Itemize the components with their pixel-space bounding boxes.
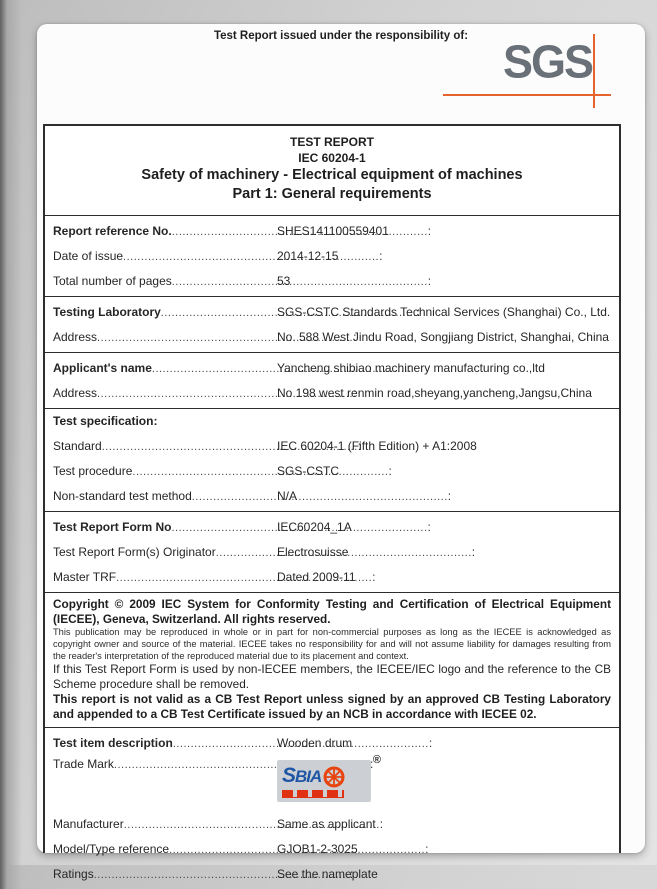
field-label: Date of issue xyxy=(53,248,124,263)
field-label: Total number of pages xyxy=(53,273,172,288)
field-value: SGS-CSTC xyxy=(277,463,340,478)
copyright-non-iecee-note: If this Test Report Form is used by non-IECEE members, the IECEE/IEC logo and the reference to the CB Scheme procedure shall be removed. xyxy=(53,662,611,692)
title-standard-number: IEC 60204-1 xyxy=(298,150,366,165)
row-test-procedure xyxy=(45,458,619,483)
field-value: 2014-12-15 xyxy=(277,248,339,263)
copyright-reproduction-note: This publication may be reproduced in whole or in part for non-commercial purposes as long as the IECEE is acknowledged as copyright owner and source of the material. IECEE takes no responsibility for and will not assume liability for damages resulting from the reader's interpretation of the reproduced material due to its placement and context. xyxy=(53,627,611,661)
field-label: Test Report Form No xyxy=(53,519,172,534)
title-part: Part 1: General requirements xyxy=(232,185,432,202)
row-total-pages xyxy=(45,268,619,293)
field-label: Address xyxy=(53,385,98,400)
field-label: Master TRF xyxy=(53,569,117,584)
trademark-brand-text: SBIA xyxy=(282,764,322,788)
field-value: IEC60204_1A xyxy=(277,519,352,534)
field-value: GJOB1-2-3025 xyxy=(277,841,358,856)
field-label: Report reference No. xyxy=(53,223,172,238)
trademark-logo-top xyxy=(282,766,366,788)
field-value: SGS-CSTC Standards Technical Services (Shanghai) Co., Ltd. xyxy=(277,304,611,319)
section-testing-laboratory xyxy=(45,296,619,352)
row-master-trf xyxy=(45,564,619,589)
row-standard xyxy=(45,433,619,458)
field-value: See the nameplate xyxy=(277,866,378,881)
dotted-leader xyxy=(132,463,388,478)
row-model-type-reference xyxy=(45,836,619,861)
field-value: IEC 60204-1 (Fifth Edition) + A1:2008 xyxy=(277,438,477,453)
field-value: Dated 2009-11 xyxy=(277,569,356,584)
field-label: Address xyxy=(53,329,98,344)
field-label: Applicant's name xyxy=(53,360,152,375)
row-trf-no xyxy=(45,514,619,539)
row-testing-laboratory xyxy=(45,299,619,324)
section-copyright xyxy=(45,592,619,727)
field-label: Model/Type reference xyxy=(53,841,170,856)
field-label: Test item description xyxy=(53,735,173,750)
field-value: Same as applicant xyxy=(277,816,376,831)
field-value: Yancheng shibiao machinery manufacturing co.,ltd xyxy=(277,360,545,375)
field-value: Electrosuisse xyxy=(277,544,349,559)
sgs-logo-vertical-line-icon xyxy=(593,34,596,108)
row-report-reference-no xyxy=(45,218,619,243)
report-header xyxy=(37,24,645,124)
row-test-item-description xyxy=(45,730,619,755)
field-value: No 198 west renmin road,sheyang,yancheng,Jangsu,China xyxy=(277,385,592,400)
field-label: Trade Mark xyxy=(53,757,114,772)
section-reference xyxy=(45,215,619,296)
test-specification-heading: Test specification: xyxy=(53,414,158,428)
report-table xyxy=(43,124,621,881)
row-ratings xyxy=(45,861,619,886)
trademark-logo-box xyxy=(277,760,371,802)
field-value: Wooden drum xyxy=(277,735,353,750)
section-trf xyxy=(45,511,619,592)
sgs-logo-horizontal-line-icon xyxy=(443,94,611,97)
field-value: No. 588 West Jindu Road, Songjiang District, Shanghai, China xyxy=(277,329,609,344)
dotted-leader xyxy=(192,488,448,503)
field-label: Testing Laboratory xyxy=(53,304,161,319)
sgs-logo-text: SGS xyxy=(502,34,592,88)
registered-trademark-icon: ® xyxy=(372,754,381,767)
field-label: Test procedure xyxy=(53,463,133,478)
wheel-icon xyxy=(323,766,345,788)
row-applicant-name xyxy=(45,355,619,380)
row-date-of-issue xyxy=(45,243,619,268)
copyright-statement: Copyright © 2009 IEC System for Conformity Testing and Certification of Electrical Equipment (IECEE), Geneva, Switzerland. All rights reserved. xyxy=(53,597,611,626)
row-applicant-address xyxy=(45,380,619,405)
field-label: Standard xyxy=(53,438,102,453)
copyright-validity-note: This report is not valid as a CB Test Report unless signed by an approved CB Testing Laboratory and appended to a CB Test Certificate issued by an NCB in accordance with IECEE 02. xyxy=(53,692,611,722)
row-trade-mark xyxy=(45,755,619,811)
field-value: SHES141100559401 xyxy=(277,223,389,238)
field-label: Non-standard test method xyxy=(53,488,192,503)
title-block xyxy=(45,126,619,215)
field-label: Test Report Form(s) Originator xyxy=(53,544,216,559)
row-lab-address xyxy=(45,324,619,349)
section-applicant xyxy=(45,352,619,408)
dotted-leader xyxy=(123,248,379,263)
field-label: Manufacturer xyxy=(53,816,124,831)
row-non-standard-method xyxy=(45,483,619,508)
issued-responsibility-line: Test Report issued under the responsibility of: xyxy=(213,30,469,42)
field-label: Ratings xyxy=(53,866,94,881)
sgs-logo xyxy=(443,36,605,108)
dotted-leader xyxy=(172,273,428,288)
row-trf-originator xyxy=(45,539,619,564)
section-test-specification xyxy=(45,408,619,511)
section-test-item xyxy=(45,727,619,889)
document-card xyxy=(37,24,645,881)
row-manufacturer xyxy=(45,811,619,836)
trademark-logo xyxy=(277,754,381,802)
trademark-chinese-strip xyxy=(282,790,344,798)
field-value: 53 xyxy=(277,273,291,288)
title-standard-name: Safety of machinery - Electrical equipment of machines xyxy=(141,167,523,183)
title-test-report: TEST REPORT xyxy=(289,135,374,149)
field-value: N/A xyxy=(277,488,298,503)
